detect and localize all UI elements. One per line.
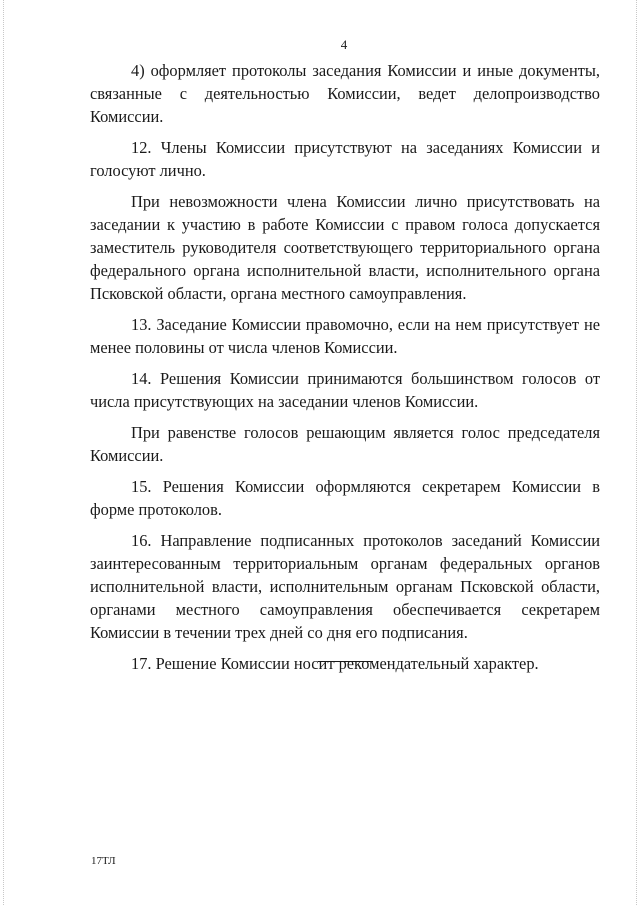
page-number: 4 <box>340 37 348 52</box>
footer-code: 17ТЛ <box>91 855 116 867</box>
paragraph-item-4: 4) оформляет протоколы заседания Комиссии и иные документы, связанные с деятельностью Комиссии, ведет делопроизводство Комиссии. <box>90 61 600 126</box>
paragraph-clause-14: 14. Решения Комиссии принимаются большинством голосов от числа присутствующих на заседании членов Комиссии. <box>90 369 600 411</box>
end-of-document-rule <box>318 661 373 662</box>
paragraph-clause-15: 15. Решения Комиссии оформляются секретарем Комиссии в форме протоколов. <box>90 477 600 519</box>
page-edge-left <box>3 0 4 905</box>
paragraph-clause-14-tie: При равенстве голосов решающим является голос председателя Комиссии. <box>90 423 600 465</box>
paragraph-clause-12: 12. Члены Комиссии присутствуют на заседаниях Комиссии и голосуют лично. <box>90 138 600 180</box>
paragraph-clause-17: 17. Решение Комиссии носит рекомендательный характер. <box>131 654 539 673</box>
document-body <box>90 59 600 675</box>
paragraph-clause-13: 13. Заседание Комиссии правомочно, если на нем присутствует не менее половины от числа членов Комиссии. <box>90 315 600 357</box>
paragraph-clause-12-substitute: При невозможности члена Комиссии лично присутствовать на заседании к участию в работе Комиссии с правом голоса допускается заместитель руководителя соответствующего территориального органа федерального органа исполнительной власти, исполнительного органа Псковской области, органа местного самоуправления. <box>90 192 600 303</box>
paragraph-clause-16: 16. Направление подписанных протоколов заседаний Комиссии заинтересованным территориальным органам федеральных органов исполнительной власти, исполнительным органам Псковской области, органами местного самоуправления обеспечивается секретарем Комиссии в течении трех дней со дня его подписания. <box>90 531 600 642</box>
page-edge-right <box>636 0 637 905</box>
